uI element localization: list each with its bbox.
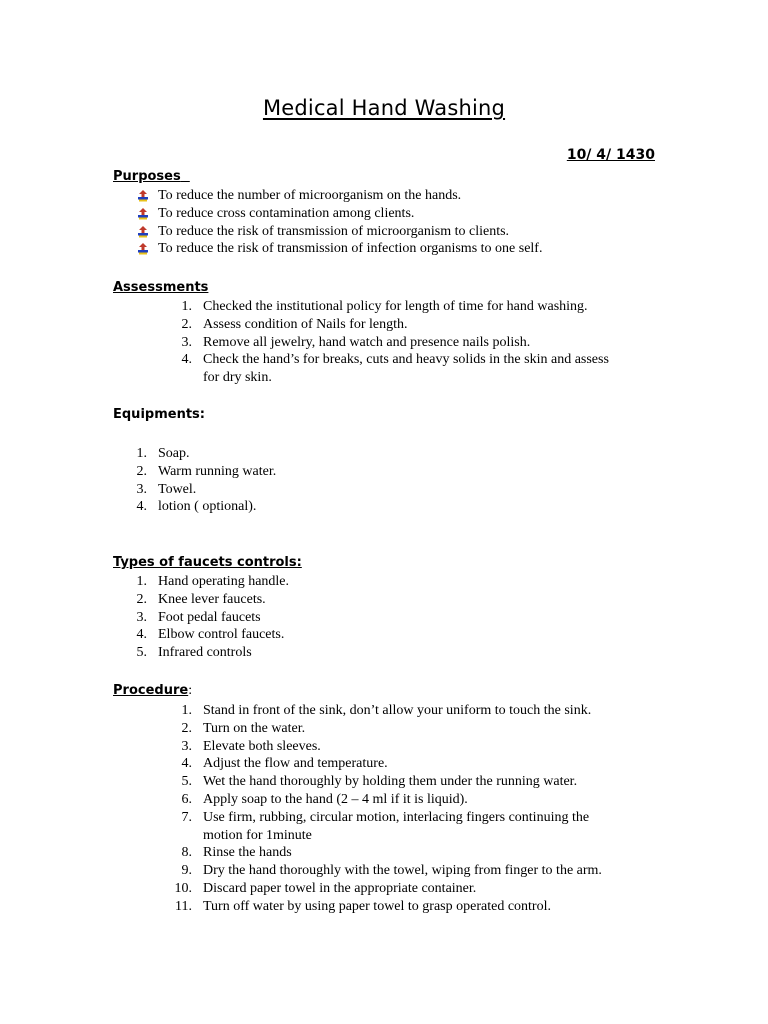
list-item-text: Infrared controls: [158, 645, 252, 661]
purposes-heading: Purposes: [113, 169, 181, 184]
list-item-text: Checked the institutional policy for length of time for hand washing.: [203, 299, 588, 314]
page-title: Medical Hand Washing: [262, 96, 506, 120]
list-item-continuation: motion for 1minute: [203, 827, 312, 843]
list-item-text: Turn off water by using paper towel to grasp operated control.: [203, 898, 551, 914]
list-item-text: To reduce cross contamination among clients.: [158, 205, 415, 221]
list-item-continuation: for dry skin.: [203, 370, 272, 386]
list-item-number: 7.: [181, 809, 192, 825]
list-item-text: Knee lever faucets.: [158, 591, 266, 607]
list-item-number: 3.: [136, 609, 147, 625]
list-item-number: 3.: [136, 481, 147, 497]
list-item-text: Towel.: [158, 481, 197, 497]
list-item-number: 5.: [181, 774, 192, 790]
bullet-icon: [137, 226, 149, 238]
list-item-number: 1.: [136, 574, 147, 589]
list-item-text: Turn on the water.: [203, 720, 306, 736]
bullet-icon: [137, 190, 149, 202]
list-item-number: 4.: [181, 756, 192, 772]
list-item-text: Stand in front of the sink, don’t allow your uniform to touch the sink.: [203, 703, 592, 718]
list-item-text: Remove all jewelry, hand watch and presence nails polish.: [203, 334, 531, 350]
list-item-text: Soap.: [158, 446, 190, 461]
list-item-text: Rinse the hands: [203, 845, 292, 861]
list-item-text: To reduce the risk of transmission of microorganism to clients.: [158, 223, 510, 239]
list-item-number: 11.: [175, 898, 192, 914]
list-item-number: 4.: [136, 627, 147, 643]
list-item-text: To reduce the number of microorganism on the hands.: [158, 188, 462, 203]
list-item-text: Discard paper towel in the appropriate container.: [203, 881, 477, 896]
list-item-number: 2.: [136, 591, 147, 607]
list-item-number: 4.: [181, 352, 192, 368]
list-item-text: Warm running water.: [158, 463, 277, 479]
list-item-text: Dry the hand thoroughly with the towel, wiping from finger to the arm.: [203, 863, 602, 879]
list-item-number: 5.: [136, 645, 147, 661]
list-item-number: 1.: [136, 446, 147, 461]
list-item-number: 8.: [181, 845, 192, 861]
list-item-number: 9.: [181, 863, 192, 879]
list-item-text: Assess condition of Nails for length.: [203, 316, 408, 332]
list-item-number: 2.: [136, 463, 147, 479]
document-date: 10/ 4/ 1430: [566, 147, 655, 163]
list-item-number: 3.: [181, 334, 192, 350]
list-item-text: Wet the hand thoroughly by holding them under the running water.: [203, 774, 578, 790]
list-item-text: Elbow control faucets.: [158, 627, 285, 643]
faucets-heading: Types of faucets controls:: [113, 555, 302, 570]
assessments-heading: Assessments: [113, 280, 209, 295]
procedure-heading: Procedure:: [113, 683, 193, 698]
list-item-text: To reduce the risk of transmission of infection organisms to one self.: [158, 241, 543, 257]
list-item-number: 4.: [136, 499, 147, 515]
list-item-number: 2.: [181, 316, 192, 332]
list-item-text: Elevate both sleeves.: [203, 738, 321, 754]
list-item-number: 3.: [181, 738, 192, 754]
list-item-text: Use firm, rubbing, circular motion, interlacing fingers continuing the: [203, 809, 590, 825]
list-item-text: Hand operating handle.: [158, 574, 290, 589]
bullet-icon: [137, 208, 149, 220]
list-item-number: 10.: [174, 881, 192, 896]
list-item-number: 1.: [181, 703, 192, 718]
list-item-text: Check the hand’s for breaks, cuts and heavy solids in the skin and assess: [203, 352, 609, 368]
bullet-icon: [137, 243, 149, 255]
list-item-text: Adjust the flow and temperature.: [203, 756, 388, 772]
equipments-heading: Equipments:: [113, 407, 205, 422]
list-item-number: 2.: [181, 720, 192, 736]
list-item-text: Apply soap to the hand (2 – 4 ml if it is liquid).: [203, 792, 468, 807]
list-item-text: Foot pedal faucets: [158, 609, 261, 625]
list-item-text: lotion ( optional).: [158, 499, 257, 515]
list-item-number: 6.: [181, 792, 192, 807]
list-item-number: 1.: [181, 299, 192, 314]
